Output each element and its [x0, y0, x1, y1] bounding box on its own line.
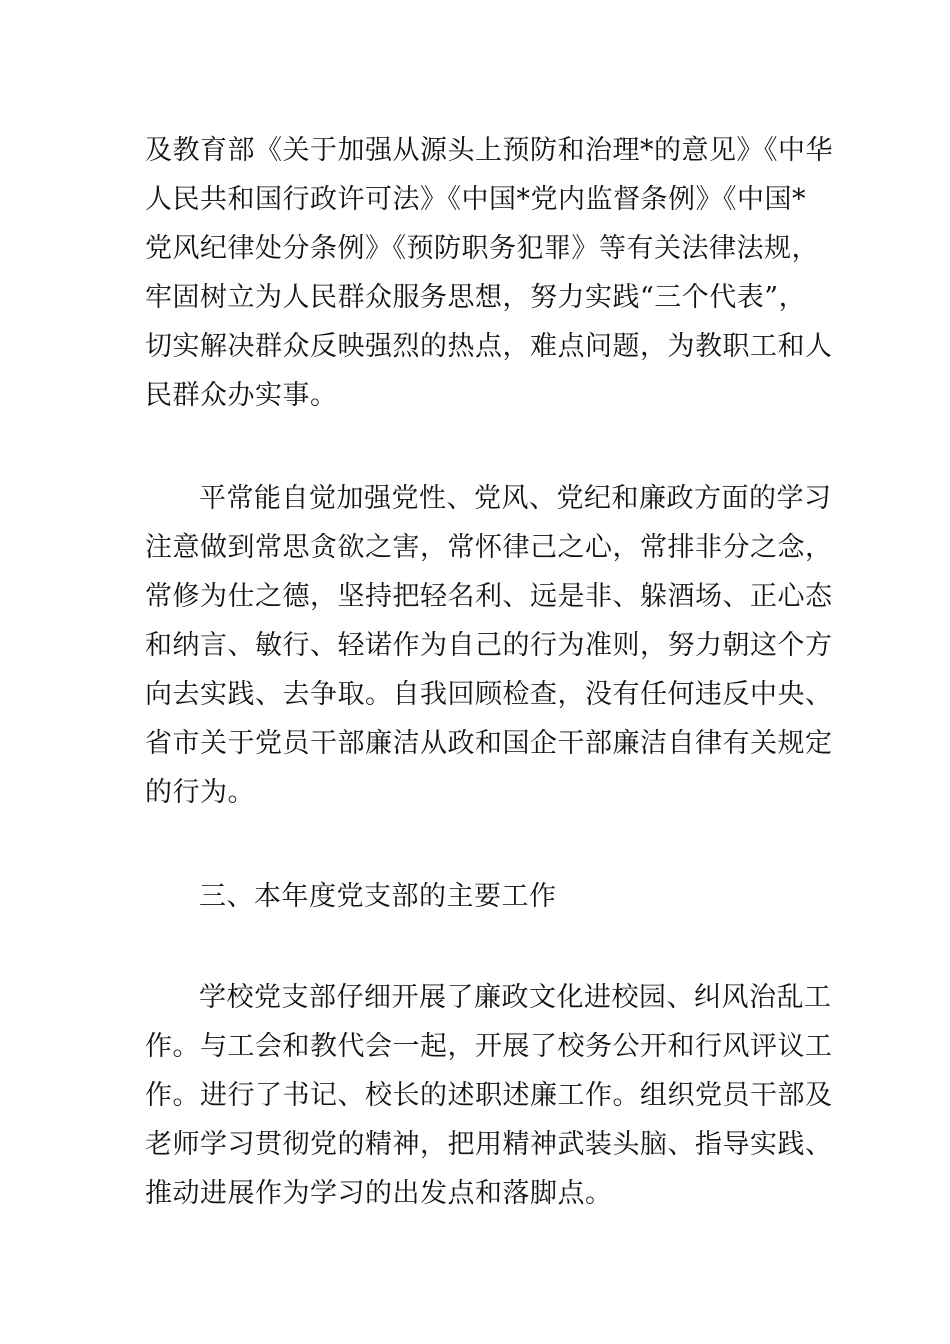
text-line: 及教育部《关于加强从源头上预防和治理*的意见》《中华 [145, 135, 833, 166]
text-line: 省市关于党员干部廉洁从政和国企干部廉洁自律有关规定 [145, 728, 833, 759]
text-line: 党风纪律处分条例》《预防职务犯罪》等有关法律法规， [145, 233, 819, 264]
paragraph-main-work [145, 973, 833, 1218]
section-heading-text: 三、本年度党支部的主要工作 [199, 881, 557, 912]
text-line: 老师学习贯彻党的精神，把用精神武装头脑、指导实践、 [145, 1129, 833, 1160]
text-line: 人民共和国行政许可法》《中国*党内监督条例》《中国* [145, 184, 806, 215]
text-line: 平常能自觉加强党性、党风、党纪和廉政方面的学习 [199, 483, 832, 514]
paragraph-self-discipline [145, 474, 833, 817]
text-line: 学校党支部仔细开展了廉政文化进校园、纠风治乱工 [199, 982, 832, 1013]
section-heading [145, 872, 815, 921]
text-line: 推动进展作为学习的出发点和落脚点。 [145, 1178, 613, 1209]
text-line: 常修为仕之德，坚持把轻名利、远是非、躲酒场、正心态 [145, 581, 833, 612]
text-line: 作。与工会和教代会一起，开展了校务公开和行风评议工 [145, 1031, 833, 1062]
text-line: 注意做到常思贪欲之害，常怀律己之心，常排非分之念， [145, 532, 833, 563]
text-line: 和纳言、敏行、轻诺作为自己的行为准则，努力朝这个方 [145, 630, 833, 661]
text-line: 作。进行了书记、校长的述职述廉工作。组织党员干部及 [145, 1080, 833, 1111]
text-line: 切实解决群众反映强烈的热点，难点问题，为教职工和人 [145, 331, 833, 362]
text-line: 牢固树立为人民群众服务思想，努力实践“三个代表”， [145, 282, 807, 313]
text-line: 的行为。 [145, 777, 255, 808]
text-line: 向去实践、去争取。自我回顾检查，没有任何违反中央、 [145, 679, 833, 710]
paragraph-legal-study [145, 126, 833, 420]
text-line: 民群众办实事。 [145, 380, 338, 411]
